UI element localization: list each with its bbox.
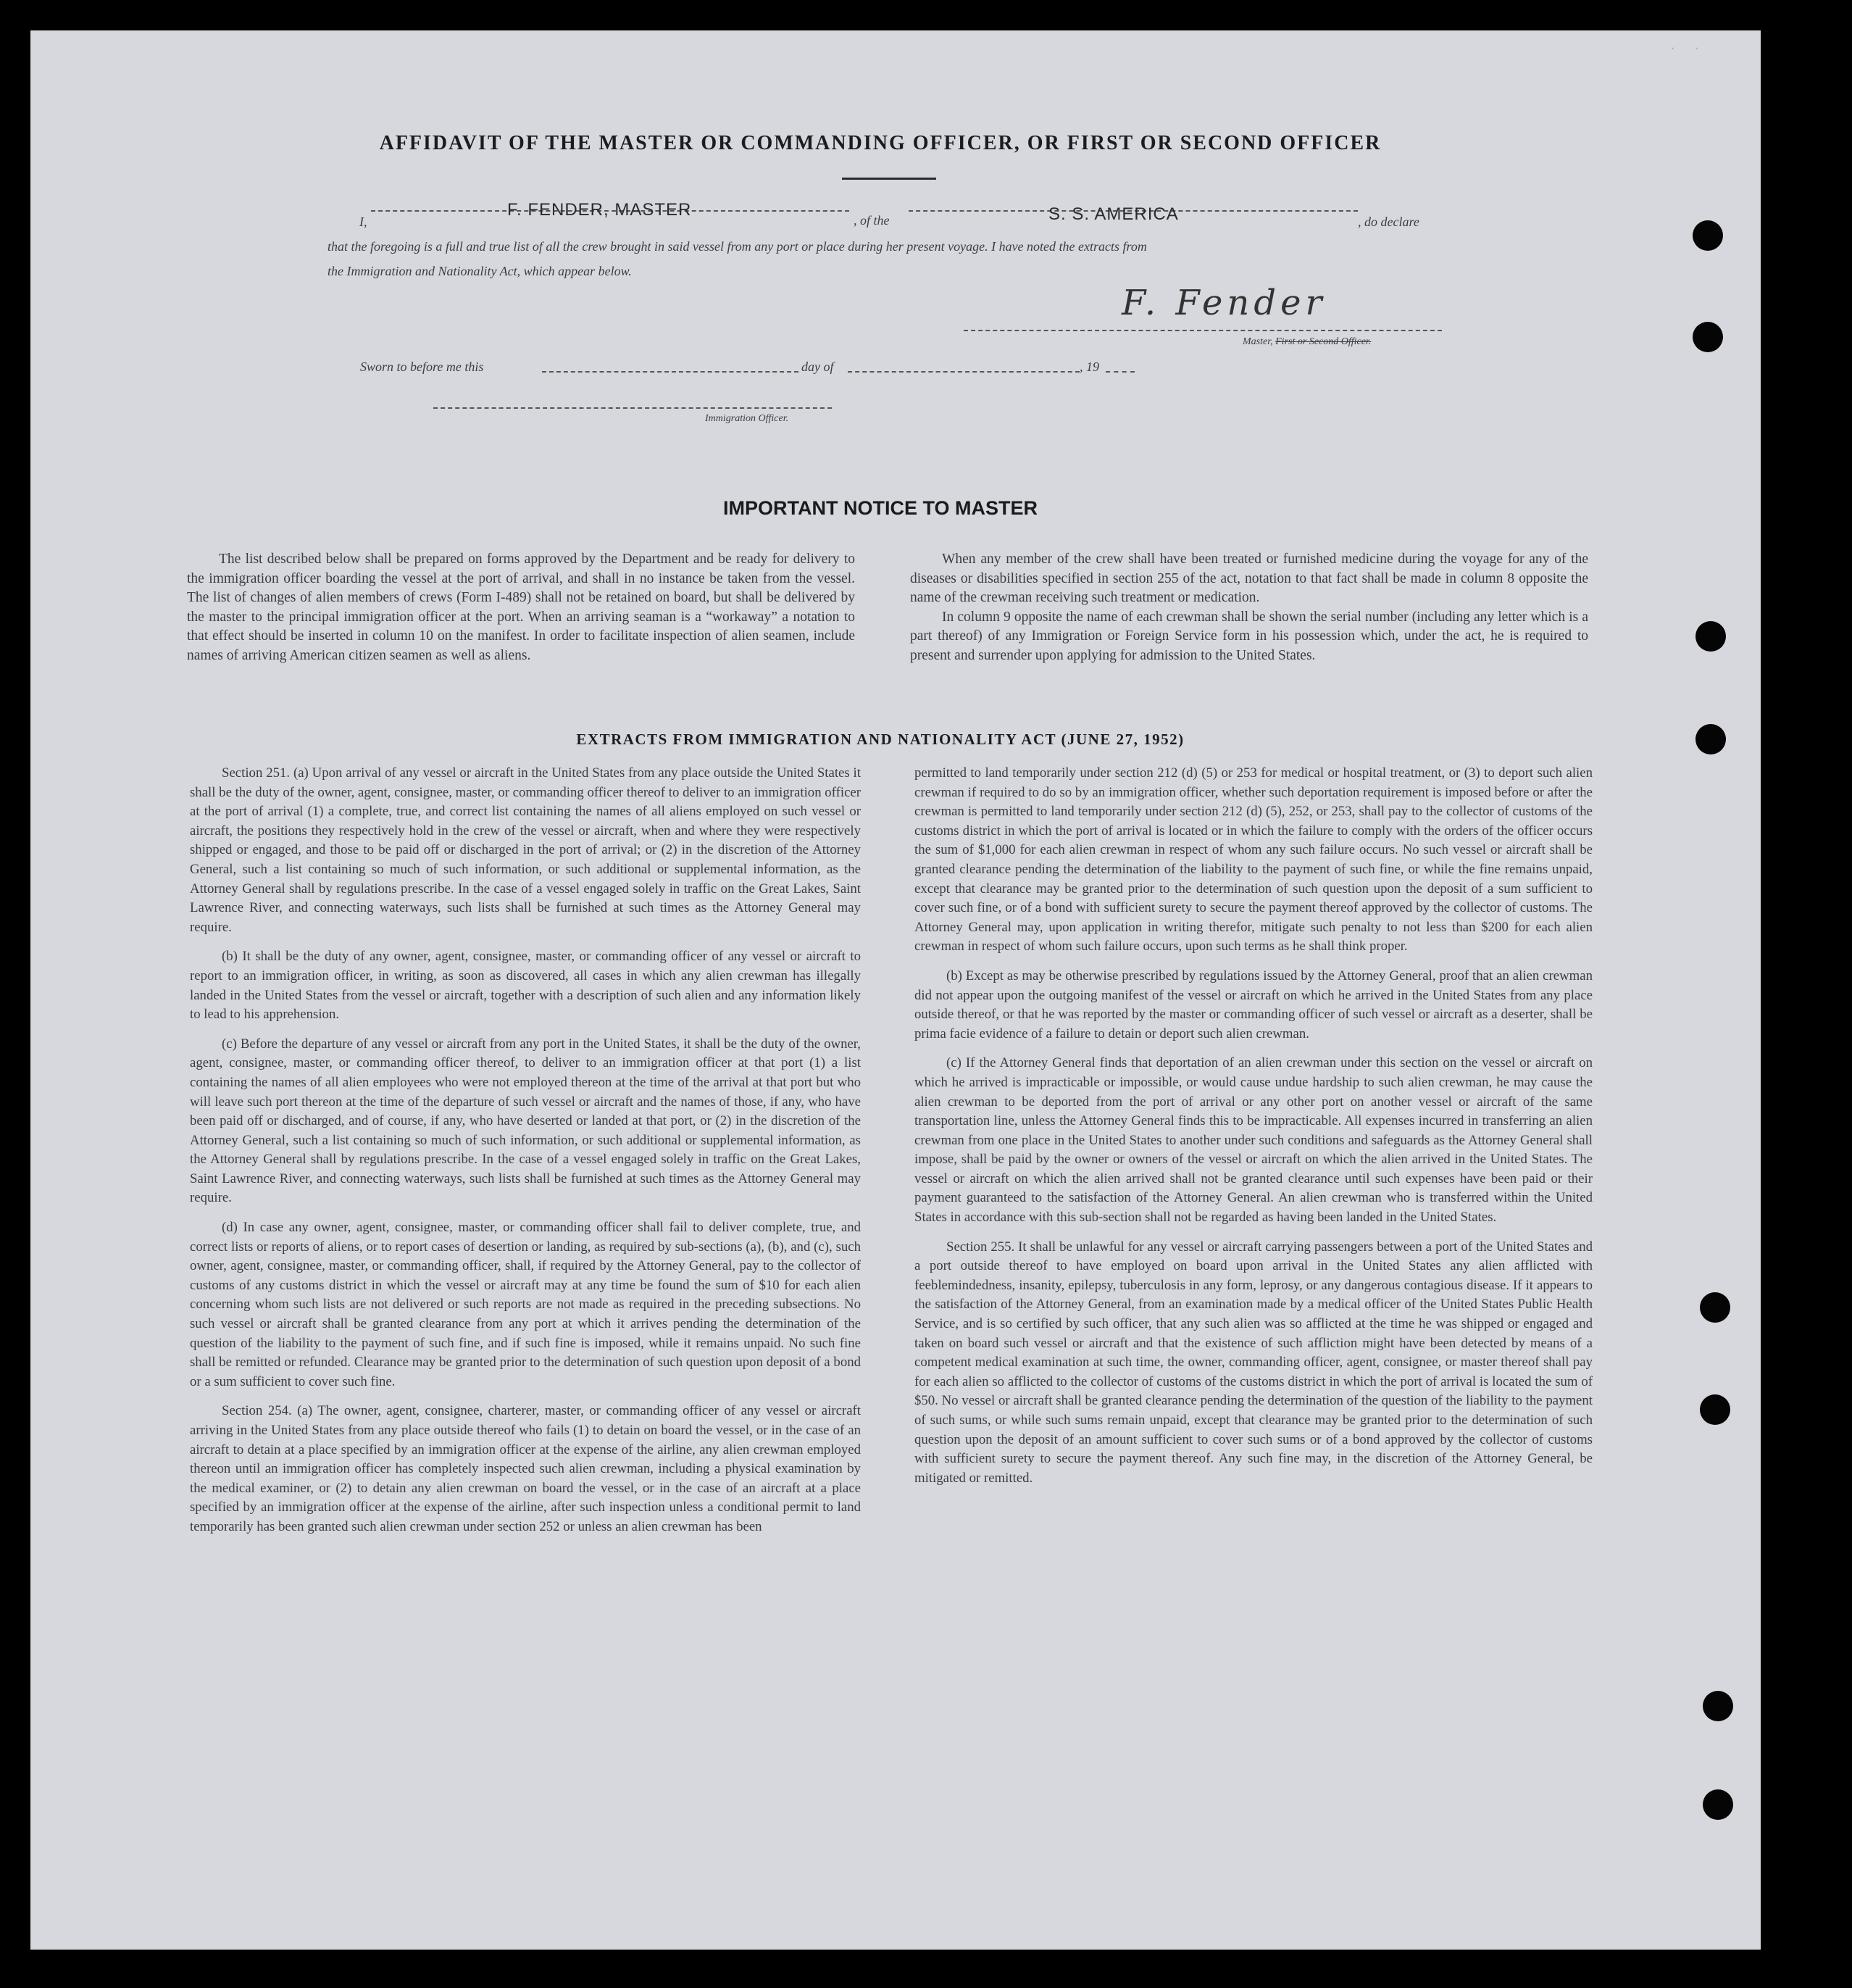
master-name-field: F. FENDER, MASTER xyxy=(507,200,692,220)
section-254a-continued: permitted to land temporarily under section 212 (d) (5) or 253 for medical or hospital treatment, or (3) to deport such alien crewman if required to do so by an immigration officer, whether such deportation requirement is imposed before or after the crewman is permitted to land temporarily under section 212 (d) (5), 252, or 253, shall pay to the collector of customs of the customs district in which the port of arrival is located or in which the failure to comply with the orders of the officer occurs the sum of $1,000 for each alien crewman in respect of whom any such failure occurs. No such vessel or aircraft shall be granted clearance pending the determination of the liability to the payment of such fine, or while the fine remains unpaid, except that clearance may be granted prior to the determination of such question upon the deposit of a sum sufficient to cover such fine, or of a bond with sufficient surety to secure the payment thereof approved by the collector of customs. The Attorney General may, upon application in writing therefor, mitigate such penalty to not less than $200 for each alien crewman in respect of whom such failure occurs, upon such terms as he shall think proper. xyxy=(914,765,1593,955)
section-255: Section 255. It shall be unlawful for any vessel or aircraft carrying passengers between a port of the United States and a port outside thereof to have employed on board upon arrival in the United States any alien afflicted with feeblemindedness, insanity, epilepsy, tuberculosis in any form, leprosy, or any dangerous contagious disease. If it appears to the satisfaction of the Attorney General, from an examination made by a medical officer of the United States Public Health Service, and is so certified by such officer, that any such alien was so afflicted at the time he was shipped or engaged and taken on board such vessel or aircraft and that the existence of such affliction might have been detected by means of a competent medical examination at such time, the owner, commanding officer, agent, consignee, or master thereof shall pay for each alien so afflicted to the collector of customs of the customs district in which the port of arrival is located the sum of $50. No vessel or aircraft shall be granted clearance pending the determination of the question of the liability to the payment of such sums, or while such sums remain unpaid, except that clearance may be granted prior to the determination of such question upon the deposit of an amount sufficient to cover such sums or of a bond approved by the collector of customs with sufficient surety to secure the payment thereof. Any such fine may, in the discretion of the Attorney General, be mitigated or remitted. xyxy=(914,1239,1593,1486)
section-251c: (c) Before the departure of any vessel or aircraft from any port in the United States, it shall be the duty of the owner, agent, consignee, master, or commanding officer thereof, to deliver to an immigration officer at that port (1) a list containing the names of all alien employees who were not employed thereon at the time of the arrival at that port but who will leave such port thereon at the time of the departure of such vessel or aircraft and the names of those, if any, who have been paid off or discharged, and of course, if any, who have deserted or landed at that port, or (2) in the discretion of the Attorney General, such a list containing so much of such information, or such additional or supplemental information, as the Attorney General shall by regulations prescribe. In the case of a vessel engaged solely in traffic on the Great Lakes, Saint Lawrence River, and connecting waterways, such lists shall be furnished at such times as the Attorney General may require. xyxy=(190,1036,861,1206)
signer-caption-struck: First or Second Officer. xyxy=(1275,336,1372,347)
sworn-label: Sworn to before me this xyxy=(360,359,484,374)
section-254b: (b) Except as may be otherwise prescribed by regulations issued by the Attorney General, proof that an alien crewman did not appear upon the outgoing manifest of the vessel or aircraft on which he arrived in the United States from any place outside thereof, or that he was reported by the master or commanding officer of such vessel or aircraft as a deserter, shall be prima facie evidence of a failure to detain or deport such alien crewman. xyxy=(914,968,1593,1041)
signature-line xyxy=(964,330,1442,331)
notice-right-paragraph-1: When any member of the crew shall have been treated or furnished medicine during the voyage for any of the diseases or disabilities specified in section 255 of the act, notation to that fact shall be made in column 8 opposite the name of the crewman receiving such treatment or medication. xyxy=(910,552,1588,605)
vessel-name-field: S. S. AMERICA xyxy=(1048,204,1179,224)
of-the-label: , of the xyxy=(854,213,890,228)
notice-right-column xyxy=(910,550,1588,665)
section-254a: Section 254. (a) The owner, agent, consignee, charterer, master, or commanding officer of any vessel or aircraft arriving in the United States from any place outside thereof who fails (1) to detain on board the vessel, or in the case of an aircraft to detain at a place specified by an immigration officer at the expense of the airline, any alien crewman employed thereon until an immigration officer has completely inspected such alien crewman, including a physical examination by the medical examiner, or (2) to detain any alien crewman on board the vessel, or in the case of an aircraft at a place specified by an immigration officer at the expense of the airline, after such inspection unless a conditional permit to land temporarily has been granted such alien crewman under section 252 or unless an alien crewman has been xyxy=(190,1403,861,1534)
punch-hole xyxy=(1700,1292,1730,1323)
signer-caption-master: Master, xyxy=(1243,336,1273,347)
sworn-day-line xyxy=(542,371,798,373)
officer-caption: Immigration Officer. xyxy=(705,413,789,424)
punch-hole xyxy=(1693,322,1723,352)
day-of-label: day of xyxy=(801,359,834,374)
corner-marks: ·· xyxy=(1671,42,1719,54)
title-divider xyxy=(842,178,936,180)
declaration-line-1: that the foregoing is a full and true list of all the crew brought in said vessel from any port or place during her present voyage. I have noted the extracts from xyxy=(328,239,1147,254)
do-declare-label: , do declare xyxy=(1358,215,1419,229)
punch-hole xyxy=(1703,1691,1733,1721)
notice-left-column xyxy=(187,550,855,665)
sworn-month-line xyxy=(848,371,1080,373)
extracts-title: EXTRACTS FROM IMMIGRATION AND NATIONALITY ACT (JUNE 27, 1952) xyxy=(576,731,1185,748)
declaration-line-2: the Immigration and Nationality Act, which appear below. xyxy=(328,264,632,278)
punch-hole xyxy=(1703,1789,1733,1820)
officer-signature-line xyxy=(433,407,832,409)
extracts-left-column xyxy=(190,764,861,1547)
year-label: , 19 xyxy=(1080,359,1099,374)
master-signature: F. Fender xyxy=(1122,283,1327,323)
extracts-right-column xyxy=(914,764,1593,1498)
punch-hole xyxy=(1700,1394,1730,1425)
notice-left-paragraph: The list described below shall be prepared on forms approved by the Department and be ready for delivery to the immigration officer boarding the vessel at the port of arrival, and shall in no instance be taken from the vessel. The list of changes of alien members of crews (Form I-489) shall not be retained on board, but shall be delivered by the master to the principal immigration officer at the port. When an arriving seaman is a “workaway” a notation to that effect should be inserted in column 10 on the manifest. In order to facilitate inspection of alien seamen, include names of arriving American citizen seamen as well as aliens. xyxy=(187,552,855,663)
notice-right-paragraph-2: In column 9 opposite the name of each crewman shall be shown the serial number (including any letter which is a part thereof) of any Immigration or Foreign Service form in his possession which, under the act, he is required to present and surrender upon applying for admission to the United States. xyxy=(910,609,1588,663)
section-251b: (b) It shall be the duty of any owner, agent, consignee, master, or commanding officer of any vessel or aircraft to report to an immigration officer, in writing, as soon as discovered, all cases in which any alien crewman has illegally landed in the United States from the vessel or aircraft, together with a description of such alien and any information likely to lead to his apprehension. xyxy=(190,949,861,1023)
notice-title: IMPORTANT NOTICE TO MASTER xyxy=(723,497,1038,519)
signer-caption xyxy=(1243,336,1371,348)
section-251d: (d) In case any owner, agent, consignee, master, or commanding officer shall fail to deliver complete, true, and correct lists or reports of aliens, or to report cases of desertion or landing, as required by sub-sections (a), (b), and (c), such owner, agent, consignee, master, or commanding officer, shall, if required by the Attorney General, pay to the collector of customs of any customs district in which the vessel or aircraft may at any time be found the sum of $10 for each alien concerning whom such lists are not delivered or such reports are not made as required in the preceding subsections. No such vessel or aircraft shall be granted clearance from any port at which it arrives pending the determination of the question of the liability to the payment of such fine, and if such fine is imposed, while it remains unpaid. No such fine shall be remitted or refunded. Clearance may be granted prior to the determination of such question upon deposit of a bond or a sum sufficient to cover such fine. xyxy=(190,1220,861,1389)
affidavit-title: AFFIDAVIT OF THE MASTER OR COMMANDING OFFICER, OR FIRST OR SECOND OFFICER xyxy=(379,132,1382,154)
sworn-year-line xyxy=(1106,371,1135,373)
i-label: I, xyxy=(359,215,367,229)
punch-hole xyxy=(1695,621,1726,652)
punch-hole xyxy=(1693,220,1723,251)
section-254c: (c) If the Attorney General finds that deportation of an alien crewman under this section on the vessel or aircraft on which he arrived is impracticable or impossible, or would cause undue hardship to such alien crewman, he may cause the alien crewman to be deported from the port of arrival or any other port on another vessel or aircraft of the same transportation line, unless the Attorney General finds this to be impracticable. All expenses incurred in transferring an alien crewman from one place in the United States to another under such conditions and safeguards as the Attorney General shall impose, shall be paid by the owner or owners of the vessel or aircraft on which the alien arrived in the United States. The vessel or aircraft on which the alien arrived shall not be granted clearance until such expenses have been paid or their payment guaranteed to the satisfaction of the Attorney General. An alien crewman who is transferred within the United States in accordance with this sub-section shall not be regarded as having been landed in the United States. xyxy=(914,1055,1593,1226)
section-251a: Section 251. (a) Upon arrival of any vessel or aircraft in the United States from any place outside the United States it shall be the duty of the owner, agent, consignee, master, or commanding officer thereof to deliver to an immigration officer at the port of arrival (1) a complete, true, and correct list containing the names of all aliens employed on such vessel or aircraft, the positions they respectively hold in the crew of the vessel or aircraft, when and where they were respectively shipped or engaged, and those to be paid off or discharged in the port of arrival; or (2) in the discretion of the Attorney General, such a list containing so much of such information, or such additional or supplemental information, as the Attorney General shall by regulations prescribe. In the case of a vessel engaged solely in traffic on the Great Lakes, Saint Lawrence River, and connecting waterways, such lists shall be furnished at such times as the Attorney General may require. xyxy=(190,765,861,935)
